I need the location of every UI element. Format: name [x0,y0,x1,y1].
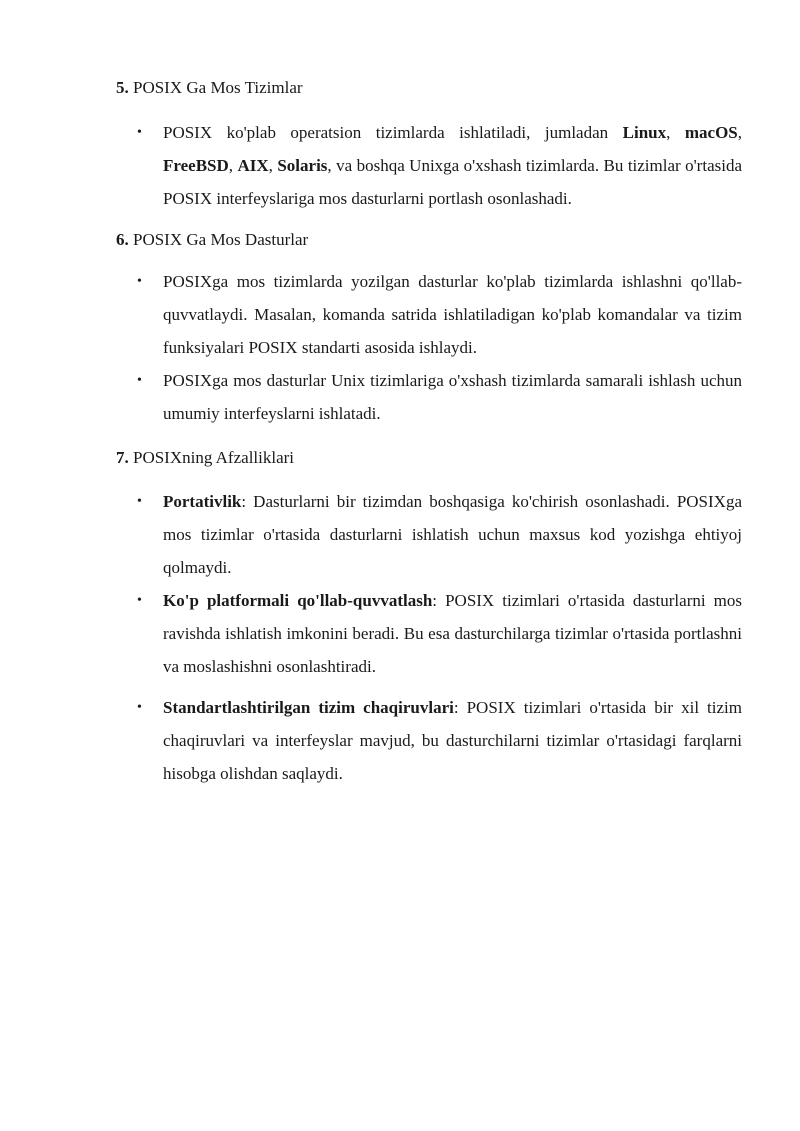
item-text: : POSIX tizimlari o'rtasida dasturlarni mos ravishda ishlatish imkonini beradi. Bu esa dasturchilarga tizimlar o'rtasida portlashni va moslashishni osonlashtiradi. [163,591,742,676]
item-bold-text: Ko'p platformali qo'llab-quvvatlash [163,591,433,610]
section-title: POSIX Ga Mos Tizimlar [133,78,303,97]
list-item [116,364,742,430]
item-text: , [737,123,742,142]
item-text: , [268,156,278,175]
list-item [116,265,742,364]
item-bold-text: Solaris [277,156,328,175]
item-text: POSIXga mos tizimlarda yozilgan dasturlar ko'plab tizimlarda ishlashni qo'llab-quvvatlaydi. Masalan, komanda satrida ishlatiladigan ko'plab komandalar va tizim funksiyalari POSIX standarti asosida ishlaydi. [163,272,742,357]
item-text: : Dasturlarni bir tizimdan boshqasiga ko'chirish osonlashadi. POSIXga mos tizimlar o'rtasida dasturlarni ishlatish uchun maxsus kod yozishga ehtiyoj qolmaydi. [163,492,742,577]
item-text: , va boshqa Unixga o'xshash tizimlarda. Bu tizimlar o'rtasida POSIX interfeyslariga mos dasturlarni portlash osonlashadi. [163,156,742,208]
bullet-icon: • [137,494,142,509]
section-title: POSIX Ga Mos Dasturlar [133,230,309,249]
section-number: 6. [116,230,129,249]
section-7 [116,447,742,790]
item-text: : POSIX tizimlari o'rtasida bir xil tizim chaqiruvlari va interfeyslar mavjud, bu dasturchilarni tizimlar o'rtasidagi farqlarni hisobga olishdan saqlaydi. [163,698,742,783]
bullet-list [116,485,742,790]
bullet-icon: • [137,593,142,608]
item-bold-text: macOS [684,123,738,142]
item-text: , [666,123,685,142]
section-number: 5. [116,78,129,97]
item-bold-text: Standartlashtirilgan tizim chaqiruvlari [163,698,454,717]
bullet-icon: • [137,700,142,715]
item-text: , [228,156,238,175]
item-text: POSIX ko'plab operatsion tizimlarda ishlatiladi, jumladan [163,123,623,142]
item-bold-text: Portativlik [163,492,242,511]
section-5 [116,77,742,215]
item-bold-text: Linux [622,123,667,142]
section-number: 7. [116,448,129,467]
section-6 [116,229,742,430]
item-bold-text: FreeBSD [163,156,229,175]
section-heading [116,229,742,251]
list-item [116,485,742,584]
item-text: POSIXga mos dasturlar Unix tizimlariga o'xshash tizimlarda samarali ishlash uchun umumiy interfeyslarni ishlatadi. [163,371,742,423]
bullet-icon: • [137,373,142,388]
list-item [116,691,742,790]
section-heading [116,447,742,469]
section-heading [116,77,742,99]
list-item [116,584,742,683]
section-title: POSIXning Afzalliklari [133,448,295,467]
bullet-list [116,116,742,215]
item-bold-text: AIX [237,156,269,175]
bullet-list [116,265,742,430]
bullet-icon: • [137,274,142,289]
bullet-icon: • [137,125,142,140]
list-item [116,116,742,215]
